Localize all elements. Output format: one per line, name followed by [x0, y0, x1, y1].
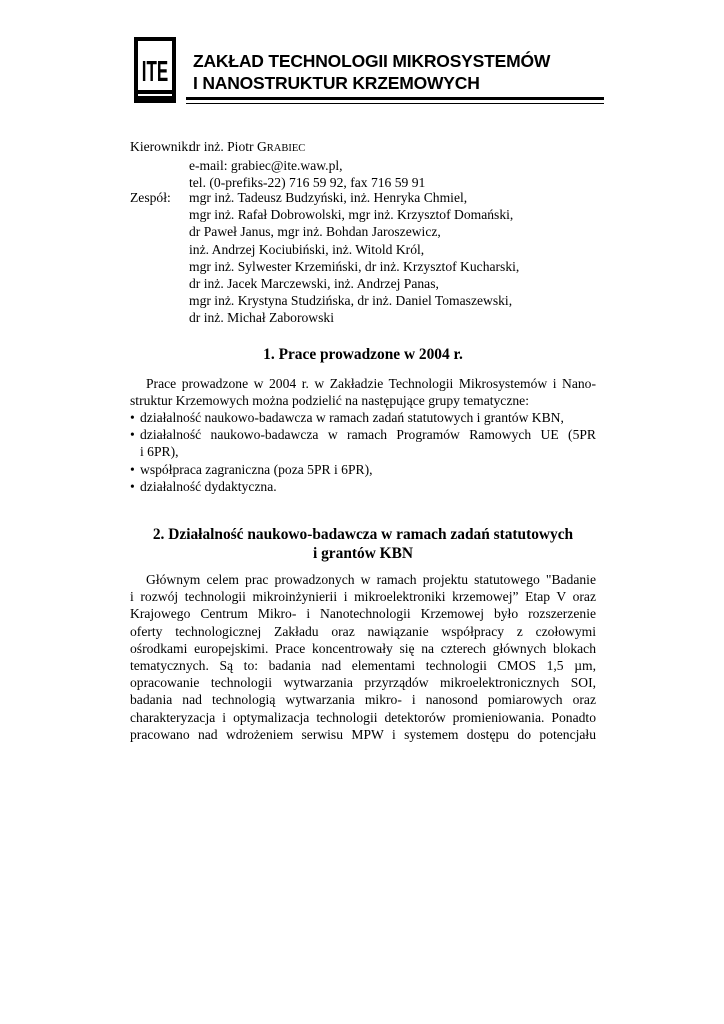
paragraph-line: Głównym celem prac prowadzonych w ramach projektu statutowego "Badanie — [146, 572, 596, 587]
paragraph-line: opracowanie technologii wytwarzania przyrządów mikroelektronicznych SOI, — [130, 675, 596, 691]
team-line: mgr inż. Tadeusz Budzyński, inż. Henryka Chmiel, — [189, 190, 468, 205]
section2-paragraph — [130, 571, 596, 743]
ite-logo — [134, 37, 176, 103]
department-title-line2: I NANOSTRUKTUR KRZEMOWYCH — [193, 73, 480, 93]
logo-text: ITE — [141, 56, 169, 89]
paragraph-line: ośrodkami europejskimi. Prace koncentrowały się na czterech głównych blokach — [130, 640, 596, 656]
list-item: • działalność dydaktyczna. — [130, 478, 596, 495]
list-item — [130, 426, 596, 443]
paragraph-line: oferty technologicznej Zakładu oraz nawiązanie współpracy z czołowymi — [130, 623, 596, 639]
section1-heading: 1. Prace prowadzone w 2004 r. — [263, 346, 463, 363]
department-title-line1: ZAKŁAD TECHNOLOGII MIKROSYSTEMÓW — [193, 51, 551, 71]
paragraph-line: charakteryzacja i optymalizacja technologii detektorów promieniowania. Ponadto — [130, 709, 596, 725]
head-email: e-mail: grabiec@ite.waw.pl, — [189, 158, 343, 174]
team-line: dr inż. Michał Zaborowski — [189, 310, 334, 326]
team-list — [189, 189, 519, 327]
head-details — [189, 138, 425, 192]
list-item-continuation: i 6PR), — [140, 444, 179, 460]
list-item-text: działalność naukowo-badawcza w ramach Programów Ramowych UE (5PR — [140, 427, 596, 443]
section2-heading — [130, 525, 596, 563]
head-name-prefix: dr inż. Piotr G — [189, 139, 267, 154]
head-name-rest: RABIEC — [266, 143, 306, 154]
section2-heading-line2: i grantów KBN — [312, 545, 414, 562]
department-title — [193, 50, 550, 94]
head-label: Kierownik: — [130, 139, 192, 154]
team-line: mgr inż. Rafał Dobrowolski, mgr inż. Krzysztof Domański, — [189, 207, 514, 223]
list-item: • współpraca zagraniczna (poza 5PR i 6PR), — [130, 461, 596, 478]
team-label: Zespół: — [130, 190, 171, 205]
head-name — [189, 138, 425, 157]
paragraph-line: pracowano nad wdrożeniem serwisu MPW i systemem dostępu do potencjału — [130, 726, 596, 742]
section1-intro — [130, 375, 596, 409]
section1-intro-line: Prace prowadzone w 2004 r. w Zakładzie Technologii Mikrosystemów i Nano- — [146, 376, 596, 391]
header-rule-thick — [186, 97, 604, 100]
head-phone: tel. (0-prefiks-22) 716 59 92, fax 716 59 91 — [189, 175, 426, 191]
list-item: • działalność naukowo-badawcza w ramach zadań statutowych i grantów KBN, — [130, 409, 596, 426]
team-line: dr Paweł Janus, mgr inż. Bohdan Jaroszewicz, — [189, 224, 441, 240]
section2-heading-line1: 2. Działalność naukowo-badawcza w ramach zadań statutowych — [152, 526, 574, 543]
section1-topic-list — [130, 409, 596, 495]
paragraph-line: tematycznych. Są to: badania nad elementami technologii CMOS 1,5 µm, — [130, 658, 596, 674]
header-rule-thin — [186, 103, 604, 104]
team-line: inż. Andrzej Kociubiński, inż. Witold Król, — [189, 241, 425, 257]
team-line: mgr inż. Krystyna Studzińska, dr inż. Daniel Tomaszewski, — [189, 293, 513, 309]
section1-intro-line: struktur Krzemowych można podzielić na następujące grupy tematyczne: — [130, 393, 529, 409]
team-line: dr inż. Jacek Marczewski, inż. Andrzej Panas, — [189, 276, 439, 292]
paragraph-line: badania nad technologią wytwarzania mikro- i nanosond pomiarowych oraz — [130, 692, 596, 708]
team-line: mgr inż. Sylwester Krzemiński, dr inż. Krzysztof Kucharski, — [189, 258, 520, 274]
paragraph-line: Krajowego Centrum Mikro- i Nanotechnologii Krzemowej było rozszerzenie — [130, 606, 596, 622]
paragraph-line: i rozwój technologii mikroinżynierii i mikroelektroniki krzemowej” Etap V oraz — [130, 589, 596, 605]
